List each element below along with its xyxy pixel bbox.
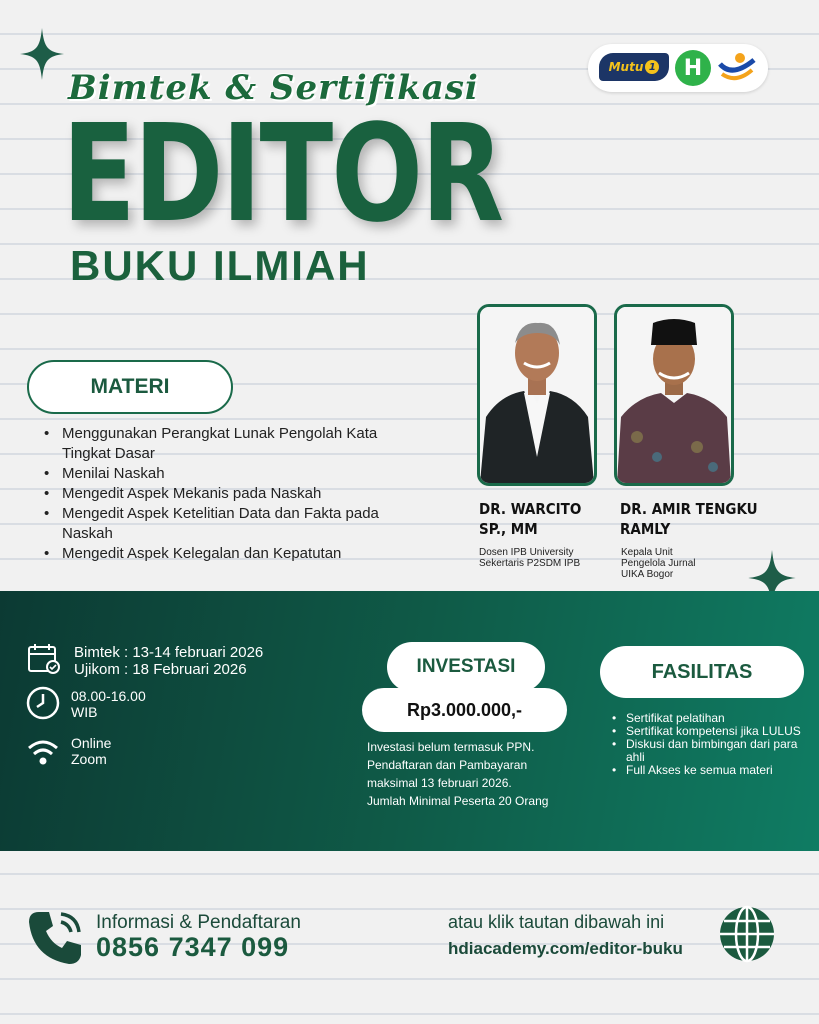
link-label: atau klik tautan dibawah ini <box>448 912 665 932</box>
phone-icon <box>25 906 87 968</box>
info-label: Informasi & Pendaftaran <box>96 912 301 933</box>
academy-logo <box>718 50 756 86</box>
fasilitas-list <box>612 712 812 777</box>
main-title: EDITOR <box>62 96 503 253</box>
speaker-photo <box>477 304 597 486</box>
materi-label: MATERI <box>27 360 233 414</box>
speaker-name: DR. WARCITO SP., MM <box>479 500 582 538</box>
price-badge: Rp3.000.000,- <box>362 688 567 732</box>
registration-link[interactable]: hdiacademy.com/editor-buku <box>448 939 683 958</box>
fasilitas-label: FASILITAS <box>600 646 804 698</box>
script-title: Bimtek & Sertifikasi <box>68 68 479 108</box>
schedule-time: 08.00-16.00 WIB <box>71 688 146 720</box>
sub-title: BUKU ILMIAH <box>70 242 370 289</box>
list-item: • Menilai Naskah <box>40 464 400 484</box>
speaker-role: Dosen IPB University Sekertaris P2SDM IPB <box>479 547 581 569</box>
list-item: • Diskusi dan bimbingan dari para ahli <box>612 738 812 764</box>
h-logo: H <box>675 50 711 86</box>
list-item: • Sertifikat kompetensi jika LULUS <box>612 725 812 738</box>
investasi-label: INVESTASI <box>387 642 545 692</box>
list-item: • Mengedit Aspek Kelegalan dan Kepatutan <box>40 544 400 564</box>
speaker-photo <box>614 304 734 486</box>
globe-icon <box>718 905 776 963</box>
investasi-notes: Investasi belum termasuk PPN. Pendaftaran dan Pambayaran maksimal 13 februari 2026. Jumlah Minimal Peserta 20 Orang <box>367 740 549 808</box>
speaker-name: DR. AMIR TENGKU RAMLY <box>620 500 758 538</box>
mutu-logo: Mutu 1 <box>599 53 669 81</box>
wifi-icon <box>26 736 60 768</box>
clock-icon <box>26 686 60 720</box>
list-item: • Mengedit Aspek Mekanis pada Naskah <box>40 484 400 504</box>
schedule-mode: Online Zoom <box>71 735 112 767</box>
list-item: • Full Akses ke semua materi <box>612 764 812 777</box>
list-item: • Sertifikat pelatihan <box>612 712 812 725</box>
list-item: • Mengedit Aspek Ketelitian Data dan Fakta pada Naskah <box>40 504 400 544</box>
materi-list <box>40 424 400 564</box>
speaker-role: Kepala Unit Pengelola Jurnal UIKA Bogor <box>621 547 696 580</box>
sparkle-icon <box>20 28 64 80</box>
phone-number[interactable]: 0856 7347 099 <box>96 932 290 962</box>
calendar-icon <box>27 643 61 675</box>
list-item: • Menggunakan Perangkat Lunak Pengolah Kata Tingkat Dasar <box>40 424 400 464</box>
schedule-dates: Bimtek : 13-14 februari 2026 Ujikom : 18 Februari 2026 <box>74 644 264 678</box>
